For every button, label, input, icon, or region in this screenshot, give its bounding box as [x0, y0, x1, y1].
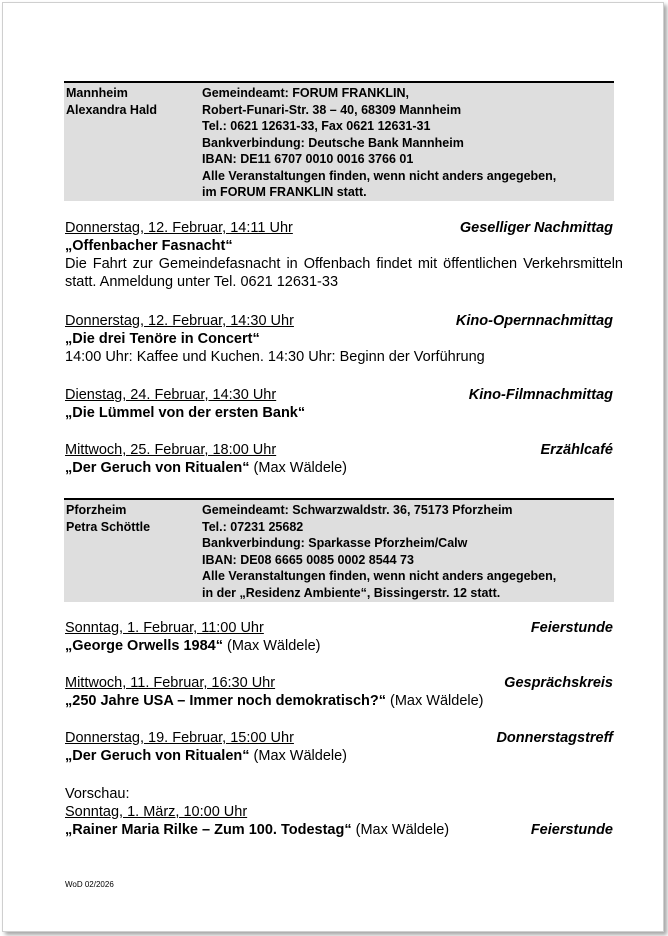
info-line: IBAN: DE11 6707 0010 0016 3766 01	[202, 152, 414, 166]
mannheim-contact	[66, 85, 157, 118]
info-line: Gemeindeamt: FORUM FRANKLIN,	[202, 86, 409, 100]
preview-item	[65, 785, 613, 839]
info-line: Alle Veranstaltungen finden, wenn nicht anders angegeben,	[202, 569, 557, 583]
event-author: (Max Wäldele)	[386, 693, 484, 709]
event-title: „250 Jahre USA – Immer noch demokratisch?“	[65, 693, 386, 709]
preview-label: Vorschau:	[65, 786, 130, 802]
event-item	[65, 219, 623, 291]
event-title: „Die Lümmel von der ersten Bank“	[65, 405, 306, 421]
info-line: in der „Residenz Ambiente“, Bissingerstr. 12 statt.	[202, 585, 501, 600]
event-date: Donnerstag, 12. Februar, 14:11 Uhr	[65, 220, 293, 236]
event-item	[65, 312, 613, 366]
mannheim-details	[202, 85, 556, 201]
info-line: Robert-Funari-Str. 38 – 40, 68309 Mannheim	[202, 102, 462, 117]
event-author: (Max Wäldele)	[249, 748, 348, 764]
contact-person: Alexandra Hald	[66, 102, 158, 117]
event-description: Die Fahrt zur Gemeindefasnacht in Offenbach findet mit öffentlichen Verkehrsmitteln statt. Anmeldung unter Tel. 0621 12631-33	[65, 256, 623, 290]
event-item	[65, 729, 613, 765]
event-author: (Max Wäldele)	[351, 822, 450, 838]
event-category: Feierstunde	[530, 822, 613, 838]
event-author: (Max Wäldele)	[222, 638, 321, 654]
event-item	[65, 619, 613, 655]
event-category: Feierstunde	[530, 620, 613, 636]
event-date: Sonntag, 1. Februar, 11:00 Uhr	[65, 620, 264, 636]
event-title: „Der Geruch von Ritualen“	[65, 748, 250, 764]
event-category: Erzählcafé	[540, 442, 613, 458]
event-date: Sonntag, 1. März, 10:00 Uhr	[65, 804, 248, 820]
info-line: IBAN: DE08 6665 0085 0002 8544 73	[202, 552, 414, 567]
event-category: Geselliger Nachmittag	[459, 220, 613, 236]
city-name: Mannheim	[66, 86, 128, 100]
event-title: „Offenbacher Fasnacht“	[65, 238, 233, 254]
event-item	[65, 674, 613, 710]
pforzheim-details	[202, 502, 556, 601]
contact-person: Petra Schöttle	[66, 519, 151, 534]
pforzheim-contact	[66, 502, 150, 535]
info-line: Bankverbindung: Sparkasse Pforzheim/Calw	[202, 536, 468, 550]
event-category: Donnerstagstreff	[496, 730, 613, 746]
event-category: Kino-Filmnachmittag	[468, 387, 613, 403]
info-line: Gemeindeamt: Schwarzwaldstr. 36, 75173 Pforzheim	[202, 503, 513, 517]
event-date: Mittwoch, 25. Februar, 18:00 Uhr	[65, 442, 277, 458]
event-title: „Die drei Tenöre in Concert“	[65, 331, 260, 347]
city-name: Pforzheim	[66, 503, 127, 517]
event-date: Donnerstag, 12. Februar, 14:30 Uhr	[65, 313, 294, 329]
event-item	[65, 386, 613, 422]
event-title: „George Orwells 1984“	[65, 638, 223, 654]
event-category: Gesprächskreis	[504, 675, 613, 691]
event-date: Donnerstag, 19. Februar, 15:00 Uhr	[65, 730, 294, 746]
event-author: (Max Wäldele)	[249, 460, 348, 476]
event-description: 14:00 Uhr: Kaffee und Kuchen. 14:30 Uhr: Beginn der Vorführung	[65, 349, 485, 365]
event-item	[65, 441, 613, 477]
event-title: „Rainer Maria Rilke – Zum 100. Todestag“	[65, 822, 352, 838]
info-line: im FORUM FRANKLIN statt.	[202, 185, 367, 199]
event-title: „Der Geruch von Ritualen“	[65, 460, 250, 476]
pforzheim-info-box	[64, 498, 614, 602]
footer-code: WoD 02/2026	[65, 880, 114, 889]
mannheim-info-box	[64, 81, 614, 201]
event-date: Dienstag, 24. Februar, 14:30 Uhr	[65, 387, 277, 403]
info-line: Alle Veranstaltungen finden, wenn nicht anders angegeben,	[202, 168, 557, 183]
event-category: Kino-Opernnachmittag	[455, 313, 613, 329]
info-line: Tel.: 0621 12631-33, Fax 0621 12631-31	[202, 119, 431, 133]
event-date: Mittwoch, 11. Februar, 16:30 Uhr	[65, 675, 276, 691]
info-line: Tel.: 07231 25682	[202, 519, 304, 534]
info-line: Bankverbindung: Deutsche Bank Mannheim	[202, 135, 464, 150]
